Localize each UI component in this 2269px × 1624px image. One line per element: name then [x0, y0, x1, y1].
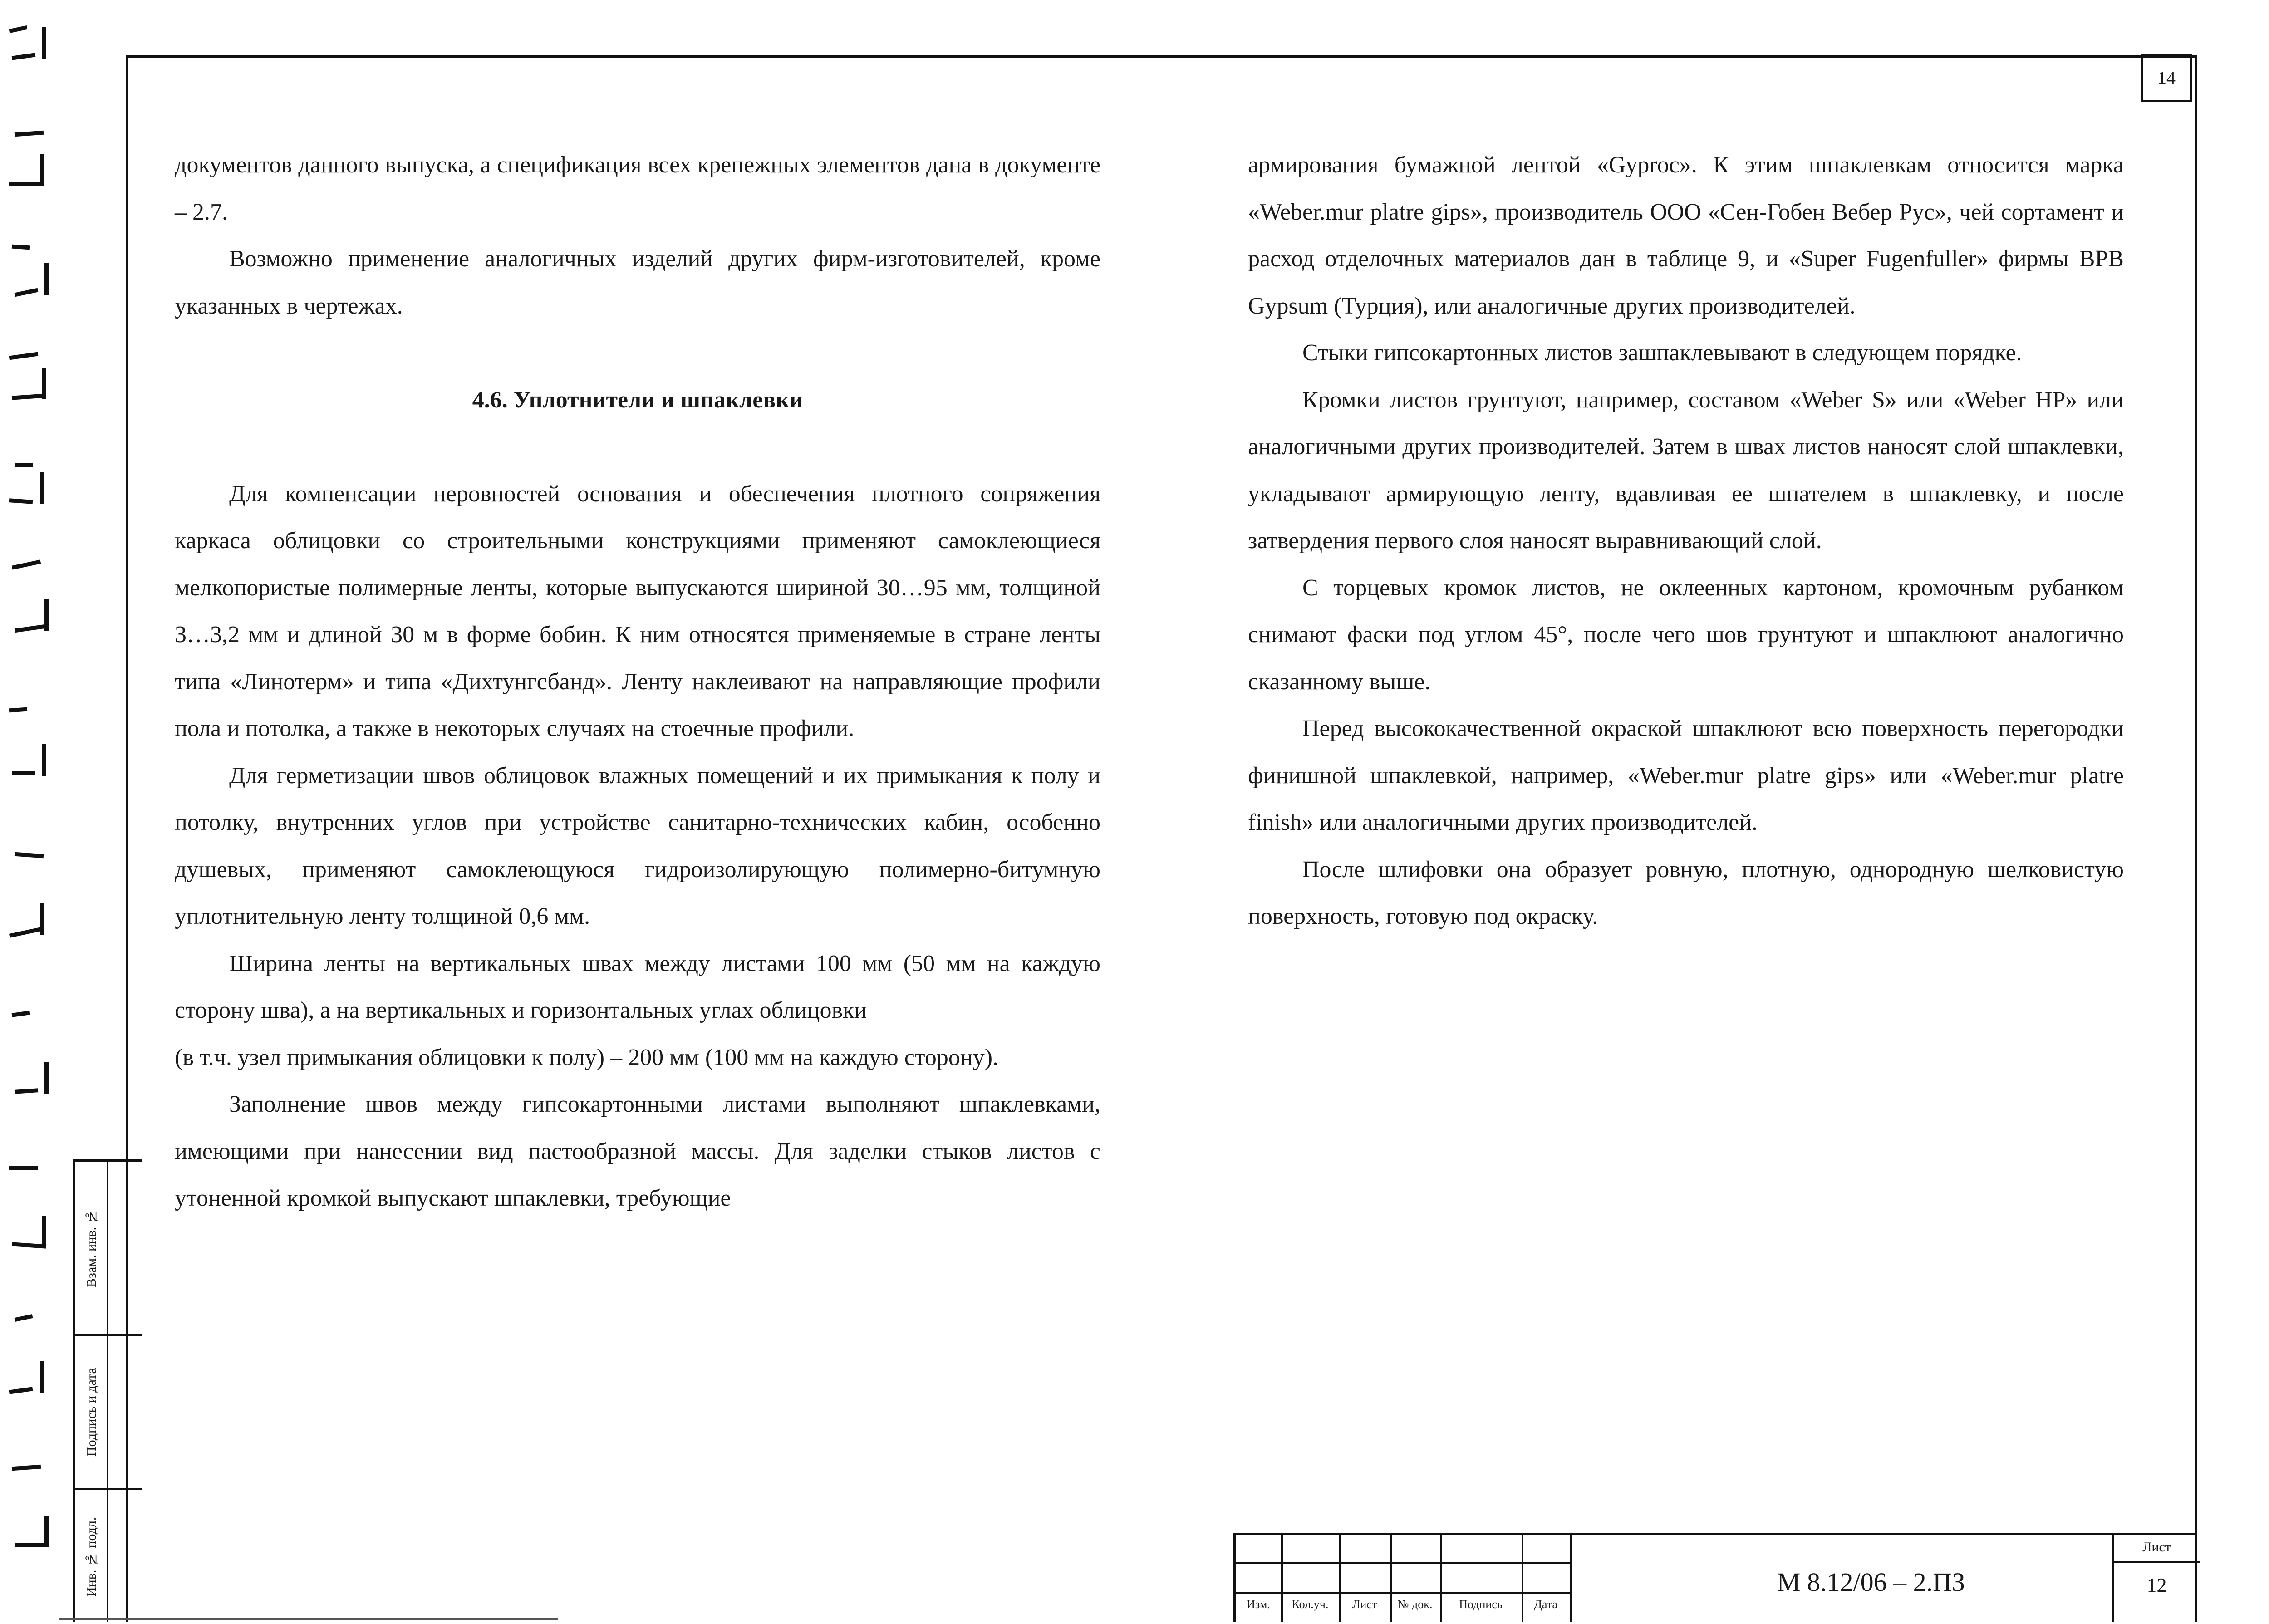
original-inventory-label: Инв. № подл. — [84, 1517, 99, 1597]
binding-mark — [9, 352, 39, 360]
side-stamp-divider — [107, 1162, 108, 1622]
right-paragraph-4: С торцевых кромок листов, не оклеенных картоном, кромочным рубанком снимают фаски под углом 45°, после чего шов грунтуют и шпаклюют аналогично сказанному выше. — [1248, 574, 2124, 695]
right-paragraph-6: После шлифовки она образует ровную, плотную, однородную шелковистую поверхность, готовую под окраску. — [1248, 856, 2124, 929]
binding-mark — [12, 771, 35, 775]
replacement-inventory-label: Взам. инв. № — [84, 1208, 99, 1287]
binding-mark — [42, 744, 46, 776]
title-block — [1233, 1533, 2197, 1622]
binding-mark — [40, 1361, 44, 1393]
right-paragraph-5: Перед высококачественной окраской шпаклюют всю поверхность перегородки финишной шпаклевкой, например, «Weber.mur platre gips» или «Weber.mur platre finish» или аналогичными других производителей. — [1248, 716, 2124, 835]
binding-mark — [42, 1216, 46, 1248]
binding-mark — [9, 1166, 38, 1170]
header-quantity: Кол.уч. — [1292, 1598, 1329, 1611]
signature-date-label: Подпись и дата — [84, 1368, 99, 1457]
left-paragraph-5a: Ширина ленты на вертикальных швах между листами 100 мм (50 мм на каждую сторону шва), а на вертикальных и горизонтальных углах облицовки — [175, 950, 1100, 1023]
sheet-cell-line — [2114, 1561, 2200, 1563]
left-paragraph-4: Для герметизации швов облицовок влажных помещений и их примыкания к полу и потолку, внутренних углов при устройстве санитарно-технических кабин, особенно душевых, применяют самоклеющуюся гидроизолирующую полимерно-битумную уплотнительную ленту толщиной 0,6 мм. — [175, 762, 1100, 929]
binding-mark — [15, 1088, 39, 1094]
binding-mark — [9, 182, 44, 186]
binding-mark — [12, 1011, 30, 1017]
left-paragraph-2: Возможно применение аналогичных изделий других фирм-изготовителей, кроме указанных в чертежах. — [175, 246, 1100, 319]
binding-mark — [12, 53, 36, 60]
header-change: Изм. — [1247, 1598, 1270, 1611]
right-paragraph-3: Кромки листов грунтуют, например, составом «Weber S» или «Weber HP» или аналогичными других производителей. Затем в швах листов наносят слой шпаклевки, укладывают армирующую ленту, вдавливая ее шпателем в шпаклевку, и после затвердения первого слоя наносят выравнивающий слой. — [1248, 387, 2124, 554]
header-doc-number: № док. — [1397, 1598, 1433, 1611]
revision-grid — [1236, 1535, 1572, 1622]
binding-mark — [15, 131, 44, 137]
binding-mark — [15, 852, 44, 858]
binding-mark — [15, 1543, 49, 1547]
binding-mark — [15, 288, 39, 297]
binding-mark — [12, 1242, 46, 1248]
binding-margin-marks — [0, 0, 59, 1622]
left-paragraph-1: документов данного выпуска, а спецификация всех крепежных элементов дана в документе – 2.7. — [175, 152, 1100, 225]
sheet-value: 12 — [2146, 1574, 2167, 1596]
sheet-number-box — [2141, 54, 2192, 102]
header-signature: Подпись — [1459, 1598, 1503, 1611]
title-block-divider — [1570, 1535, 1572, 1622]
binding-mark — [9, 25, 28, 33]
sheet-cell — [2112, 1535, 2200, 1622]
header-date: Дата — [1534, 1598, 1557, 1611]
binding-mark — [9, 1387, 33, 1394]
sheet-label: Лист — [2142, 1540, 2171, 1555]
scan-edge-line — [59, 1618, 558, 1620]
right-paragraph-1: армирования бумажной лентой «Gyproc». К этим шпаклевкам относится марка «Weber.mur platre gips», производитель ООО «Сен-Гобен Вебер Рус», чей сортамент и расход отделочных материалов дан в таблице 9, и «Super Fugenfuller» фирмы BPB Gypsum (Турция), или аналогичные других производителей. — [1248, 152, 2124, 319]
binding-mark — [42, 27, 46, 59]
sheet-number: 14 — [2157, 68, 2176, 88]
binding-mark — [12, 559, 41, 569]
left-paragraph-5b: (в т.ч. узел примыкания облицовки к полу) – 200 мм (100 мм на каждую сторону). — [175, 1044, 999, 1070]
binding-mark — [44, 1062, 49, 1094]
binding-mark — [15, 1314, 33, 1322]
side-stamp — [73, 1159, 142, 1622]
binding-mark — [44, 263, 49, 295]
binding-mark — [9, 927, 44, 938]
binding-mark — [9, 498, 33, 504]
binding-mark — [9, 707, 28, 713]
left-paragraph-3: Для компенсации неровностей основания и обеспечения плотного сопряжения каркаса облицовки со строительными конструкциями применяют самоклеющиеся мелкопористые полимерные ленты, которые выпускаются шириной 30…95 мм, толщиной 3…3,2 мм и длиной 30 м в форме бобин. К ним относятся применяемые в стране ленты типа «Линотерм» и типа «Дихтунгсбанд». Ленту наклеивают на направляющие профили пола и потолка, а также в некоторых случаях на стоечные профили. — [175, 481, 1100, 741]
binding-mark — [12, 245, 30, 250]
binding-mark — [15, 624, 49, 633]
binding-mark — [42, 368, 46, 399]
binding-mark — [44, 1516, 49, 1547]
section-heading: 4.6. Уплотнители и шпаклевки — [472, 387, 803, 413]
binding-mark — [12, 393, 46, 400]
binding-mark — [40, 903, 44, 935]
spacer — [175, 329, 1100, 377]
binding-mark — [44, 599, 49, 631]
header-sheet: Лист — [1352, 1598, 1377, 1611]
binding-mark — [40, 154, 44, 186]
left-paragraph-6: Заполнение швов между гипсокартонными листами выполняют шпаклевками, имеющими при нанесении вид пастообразной массы. Для заделки стыков листов с утоненной кромкой выпускают шпаклевки, требующие — [175, 1091, 1100, 1211]
left-column — [175, 142, 1100, 1222]
grid-row-line — [1236, 1592, 1572, 1594]
binding-mark — [40, 472, 44, 504]
document-code: М 8.12/06 – 2.ПЗ — [1777, 1567, 1965, 1597]
grid-row-line — [1236, 1562, 1572, 1564]
right-paragraph-2: Стыки гипсокартонных листов зашпаклевывают в следующем порядке. — [1302, 340, 2022, 366]
binding-mark — [15, 463, 33, 467]
right-column — [1248, 142, 2124, 940]
binding-mark — [12, 1465, 41, 1471]
